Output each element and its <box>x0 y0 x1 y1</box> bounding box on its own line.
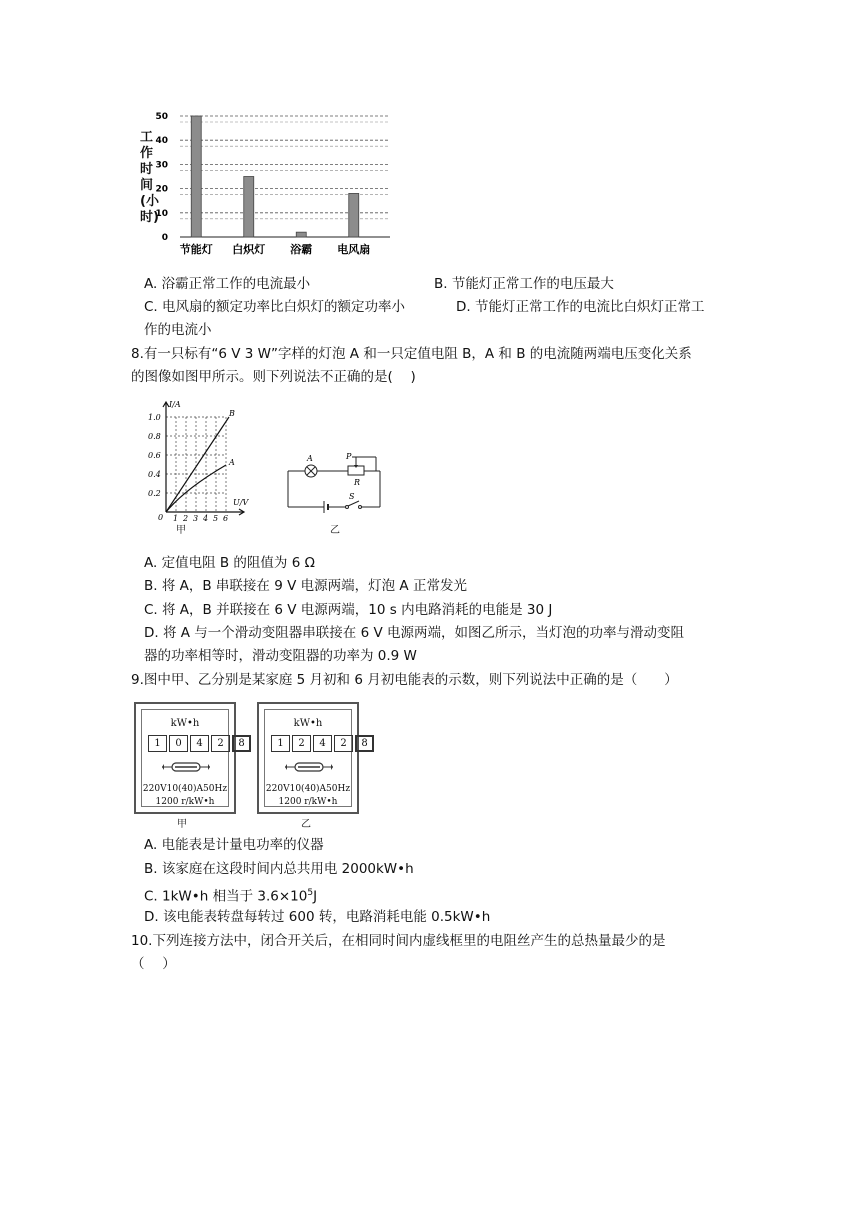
q8-option-c[interactable]: C. 将 A，B 并联接在 6 V 电源两端，10 s 内电路消耗的电能是 30 J <box>144 602 553 618</box>
circuit-lamp-label: A <box>307 454 313 463</box>
chart-y-tick-label: 10 <box>155 208 168 219</box>
meter-digit: 1 <box>271 735 290 752</box>
meter-spec: 220V10(40)A50Hz <box>142 784 228 794</box>
q9-option-b[interactable]: B. 该家庭在这段时间内总共用电 2000kW•h <box>144 861 414 877</box>
iu-line-b-label: B <box>229 409 235 418</box>
q8-option-b[interactable]: B. 将 A，B 串联接在 9 V 电源两端，灯泡 A 正常发光 <box>144 578 467 594</box>
chart-y-tick-label: 50 <box>155 112 168 122</box>
iu-xtick: 2 <box>183 514 189 522</box>
chart-bar <box>191 116 201 237</box>
circuit-diagram <box>280 447 390 517</box>
chart-category-label: 电风扇 <box>337 243 371 256</box>
meter-digit: 2 <box>334 735 353 752</box>
q8-option-a[interactable]: A. 定值电阻 B 的阻值为 6 Ω <box>144 555 315 571</box>
chart-y-tick-label: 30 <box>155 160 168 171</box>
iu-ytick: 0.4 <box>148 470 161 479</box>
q8-stem-cont: 的图像如图甲所示。则下列说法不正确的是( ) <box>131 369 416 385</box>
iu-y-label: I/A <box>169 400 181 409</box>
q7-option-b[interactable]: B. 节能灯正常工作的电压最大 <box>434 276 614 292</box>
meter-disc-icon <box>162 760 210 774</box>
q9-option-d[interactable]: D. 该电能表转盘每转过 600 转，电路消耗电能 0.5kW•h <box>144 909 491 925</box>
meter-unit: kW•h <box>170 718 200 729</box>
meter-caption-jia: 甲 <box>177 819 187 830</box>
iu-xtick: 1 <box>173 514 179 522</box>
iu-ytick: 0.2 <box>148 489 161 498</box>
iu-line-a-label: A <box>229 458 235 467</box>
q8-option-d[interactable]: D. 将 A 与一个滑动变阻器串联接在 6 V 电源两端，如图乙所示，当灯泡的功率与滑动变阻 <box>144 625 684 641</box>
chart-y-tick-label: 20 <box>155 184 168 195</box>
chart-category-label: 节能灯 <box>179 243 213 256</box>
chart-category-label: 白炽灯 <box>232 243 266 256</box>
q9-option-c-text: C. 1kW•h 相当于 3.6×10 <box>144 888 308 905</box>
circuit-slider-label: P <box>346 452 352 461</box>
meter-caption-yi: 乙 <box>301 819 311 830</box>
chart-category-label: 浴霸 <box>290 243 313 256</box>
iu-xtick: 4 <box>203 514 209 522</box>
iu-graph <box>145 397 255 522</box>
q7-option-d-cont: 作的电流小 <box>144 322 212 338</box>
meter-digit: 8 <box>355 735 374 752</box>
q7-option-c[interactable]: C. 电风扇的额定功率比白炽灯的额定功率小 <box>144 299 406 315</box>
graph-caption-jia: 甲 <box>176 525 186 536</box>
q8-stem: 8.有一只标有“6 V 3 W”字样的灯泡 A 和一只定值电阻 B，A 和 B 的电流随两端电压变化关系 <box>131 346 692 362</box>
iu-ytick: 0.8 <box>148 432 161 441</box>
iu-xtick: 6 <box>223 514 229 522</box>
q8-option-d-cont: 器的功率相等时，滑动变阻器的功率为 0.9 W <box>144 648 417 664</box>
chart-y-tick-label: 0 <box>161 233 168 243</box>
chart-bar <box>296 232 306 237</box>
meter-digit: 2 <box>292 735 311 752</box>
iu-origin: 0 <box>158 513 164 522</box>
meter-digit: 2 <box>211 735 230 752</box>
chart-y-axis-label: 工作时间(小时) <box>140 130 159 225</box>
chart-bar <box>244 177 254 238</box>
circuit-switch-label: S <box>349 492 355 501</box>
q9-option-c-exp: 5 <box>307 888 314 898</box>
work-time-bar-chart <box>135 104 395 264</box>
chart-bar <box>349 193 359 237</box>
circuit-resistor-label: R <box>354 478 361 487</box>
meter-digit: 8 <box>232 735 251 752</box>
meter-digit: 4 <box>313 735 332 752</box>
q10-stem: 10.下列连接方法中，闭合开关后，在相同时间内虚线框里的电阻丝产生的总热量最少的是 <box>131 933 666 949</box>
meter-digit: 4 <box>190 735 209 752</box>
q9-option-c-unit: J <box>313 888 318 905</box>
iu-xtick: 3 <box>193 514 199 522</box>
iu-ytick: 1.0 <box>148 413 161 422</box>
meter-unit: kW•h <box>293 718 323 729</box>
meter-digit: 0 <box>169 735 188 752</box>
meter-spec: 1200 r/kW•h <box>278 797 338 807</box>
q9-option-c[interactable] <box>144 883 317 907</box>
energy-meter-yi <box>257 702 368 814</box>
q7-option-a[interactable]: A. 浴霸正常工作的电流最小 <box>144 276 311 292</box>
q9-option-a[interactable]: A. 电能表是计量电功率的仪器 <box>144 837 324 853</box>
meter-digit: 1 <box>148 735 167 752</box>
energy-meter-jia <box>134 702 245 814</box>
iu-xtick: 5 <box>213 514 219 522</box>
q10-stem-cont: （ ） <box>131 956 176 972</box>
iu-ytick: 0.6 <box>148 451 161 460</box>
q7-option-d[interactable]: D. 节能灯正常工作的电流比白炽灯正常工 <box>456 299 705 315</box>
circuit-caption-yi: 乙 <box>330 525 340 536</box>
iu-x-label: U/V <box>233 498 249 507</box>
meter-spec: 1200 r/kW•h <box>155 797 215 807</box>
q9-stem: 9.图中甲、乙分别是某家庭 5 月初和 6 月初电能表的示数，则下列说法中正确的是（ ） <box>131 672 678 688</box>
meter-spec: 220V10(40)A50Hz <box>265 784 351 794</box>
chart-y-tick-label: 40 <box>155 136 168 147</box>
meter-disc-icon <box>285 760 333 774</box>
